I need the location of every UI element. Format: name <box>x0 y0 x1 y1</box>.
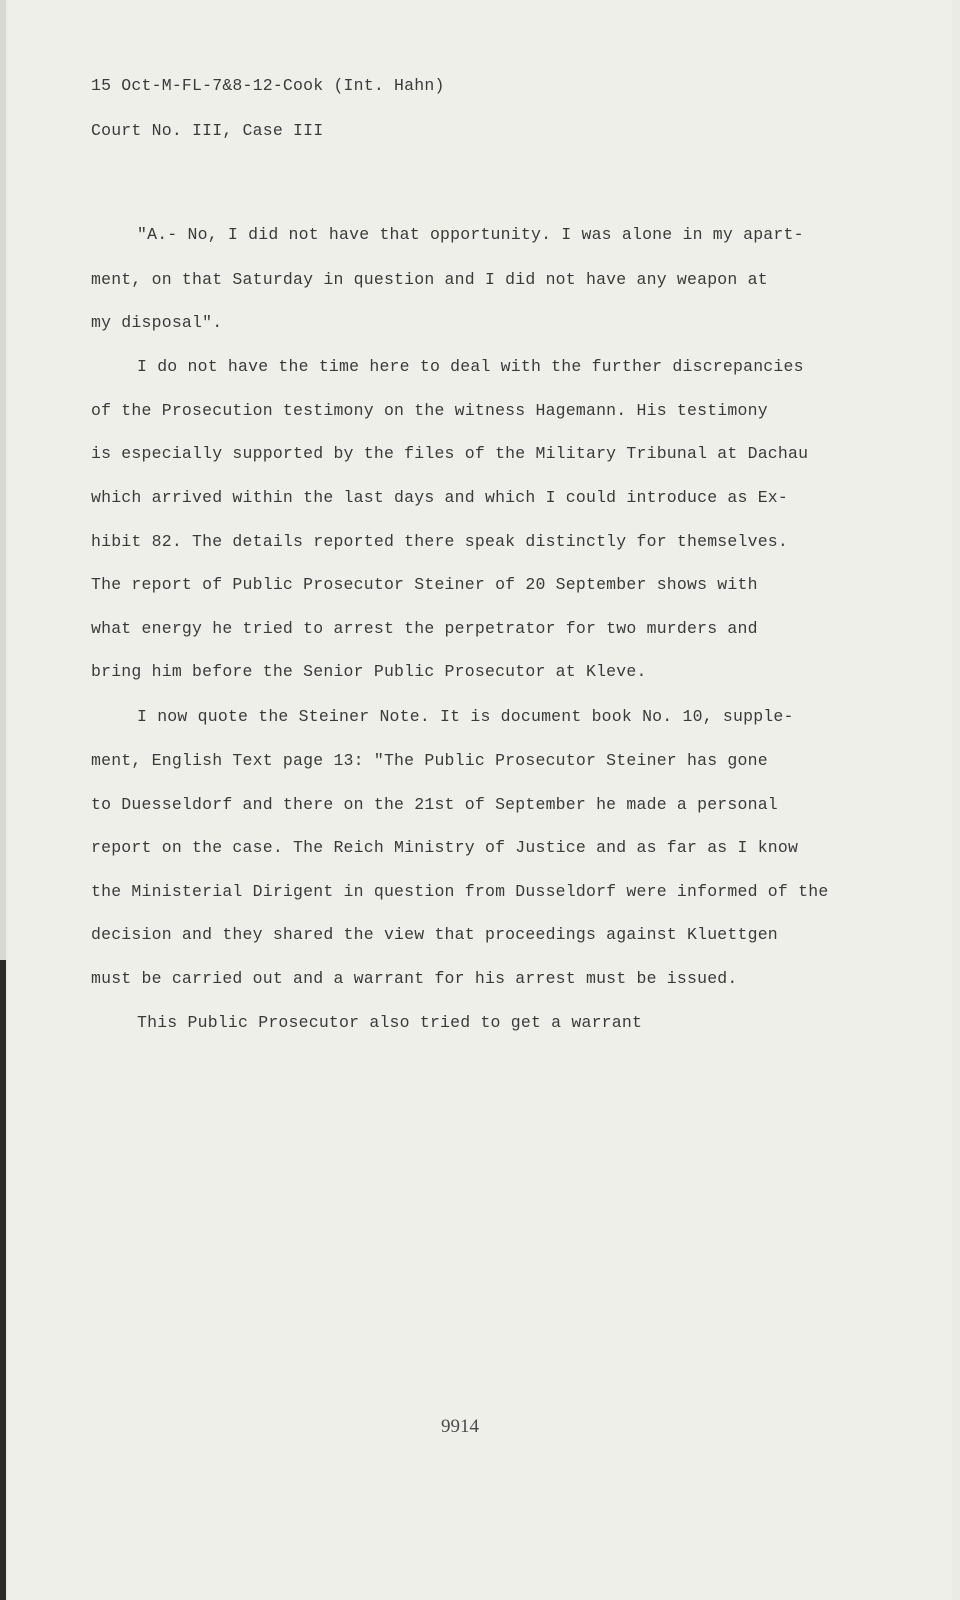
body-line: the Ministerial Dirigent in question from Dusseldorf were informed of the <box>91 882 829 901</box>
body-line: hibit 82. The details reported there speak distinctly for themselves. <box>91 532 789 551</box>
body-line: of the Prosecution testimony on the witness Hagemann. His testimony <box>91 401 768 420</box>
header-line-2: Court No. III, Case III <box>91 121 324 140</box>
body-line: to Duesseldorf and there on the 21st of September he made a personal <box>91 795 778 814</box>
body-line: my disposal". <box>91 313 223 332</box>
body-line: is especially supported by the files of the Military Tribunal at Dachau <box>91 444 809 463</box>
body-line: report on the case. The Reich Ministry of Justice and as far as I know <box>91 838 799 857</box>
body-line: This Public Prosecutor also tried to get a warrant <box>137 1013 643 1032</box>
body-line: bring him before the Senior Public Prosecutor at Kleve. <box>91 662 647 681</box>
header-line-1: 15 Oct-M-FL-7&8-12-Cook (Int. Hahn) <box>91 76 445 95</box>
body-line: I do not have the time here to deal with the further discrepancies <box>137 357 804 376</box>
page-number: 9914 <box>441 1416 479 1437</box>
body-line: "A.- No, I did not have that opportunity. I was alone in my apart- <box>137 225 804 244</box>
body-line: decision and they shared the view that proceedings against Kluettgen <box>91 925 778 944</box>
body-line: I now quote the Steiner Note. It is document book No. 10, supple- <box>137 707 794 726</box>
document-page <box>8 0 952 1600</box>
body-line: what energy he tried to arrest the perpetrator for two murders and <box>91 619 758 638</box>
page-edge <box>0 0 6 1600</box>
body-line: ment, on that Saturday in question and I did not have any weapon at <box>91 270 768 289</box>
body-line: which arrived within the last days and which I could introduce as Ex- <box>91 488 789 507</box>
body-line: The report of Public Prosecutor Steiner of 20 September shows with <box>91 575 758 594</box>
body-line: must be carried out and a warrant for his arrest must be issued. <box>91 969 738 988</box>
body-line: ment, English Text page 13: "The Public Prosecutor Steiner has gone <box>91 751 768 770</box>
